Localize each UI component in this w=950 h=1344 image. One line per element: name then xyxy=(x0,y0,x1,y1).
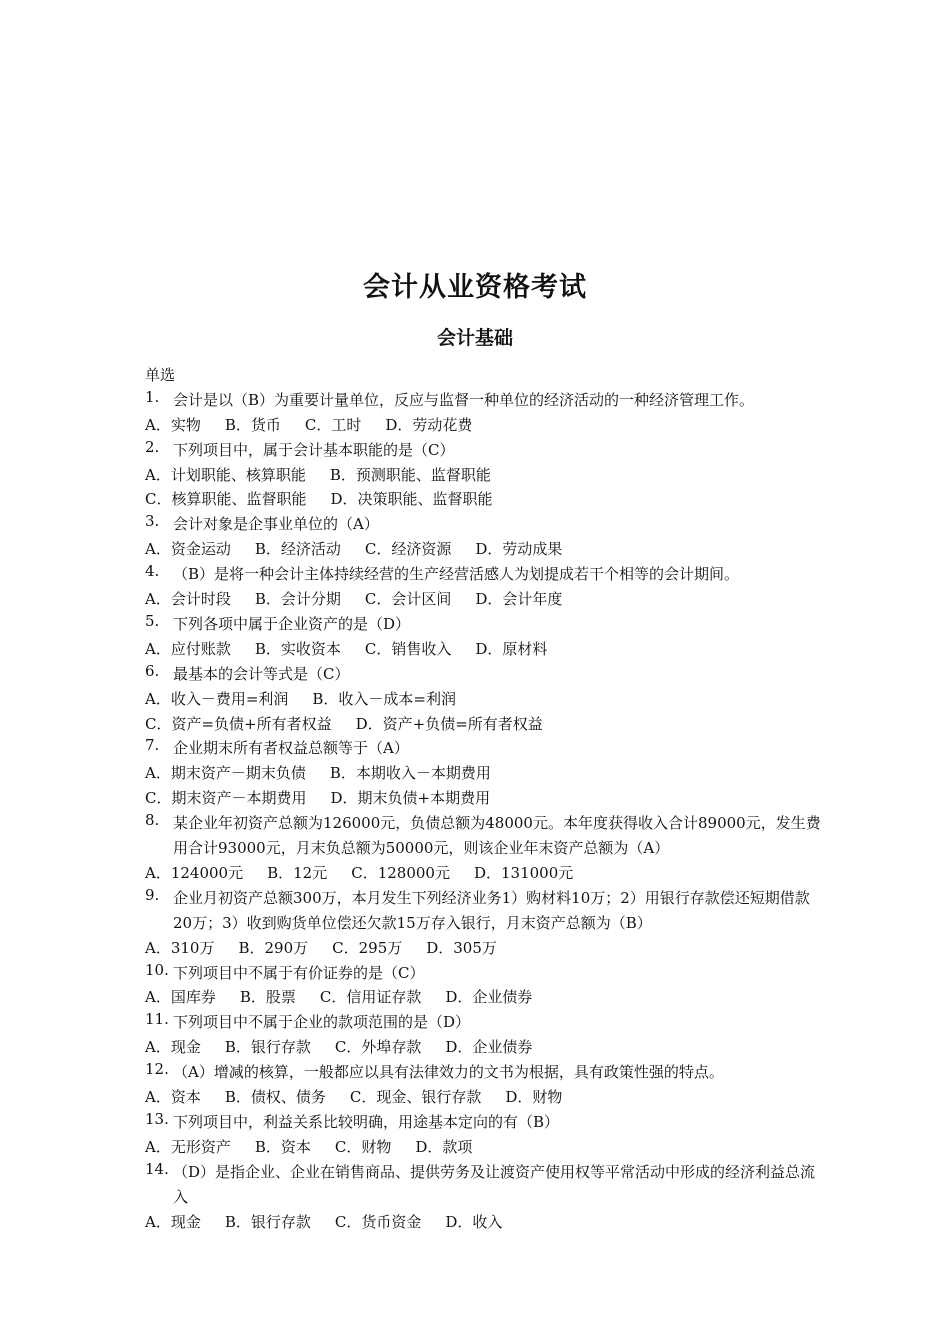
question-stem xyxy=(145,1110,825,1135)
answer-option: A．无形资产 xyxy=(145,1137,231,1156)
answer-option: D．财物 xyxy=(505,1088,563,1107)
question-number: 13. xyxy=(145,1109,169,1128)
question-number: 7. xyxy=(145,736,160,755)
question-text: 下列项目中不属于企业的款项范围的是（D） xyxy=(173,1013,471,1032)
question-stem xyxy=(145,562,825,587)
question-stem xyxy=(145,961,825,986)
option-row xyxy=(145,463,825,488)
question-stem xyxy=(145,1010,825,1035)
option-row xyxy=(145,1210,825,1235)
answer-option: C．295万 xyxy=(332,938,403,957)
answer-option: A．124000元 xyxy=(145,863,244,882)
question-number: 5. xyxy=(145,611,160,630)
answer-option: C．会计区间 xyxy=(364,590,452,609)
question-text: 最基本的会计等式是（C） xyxy=(173,664,350,683)
answer-option: D．决策职能、监督职能 xyxy=(330,490,493,509)
option-row xyxy=(145,985,825,1010)
answer-option: B．290万 xyxy=(238,938,309,957)
question-item xyxy=(145,1160,825,1235)
question-item xyxy=(145,388,825,438)
question-number: 14. xyxy=(145,1159,169,1178)
question-item xyxy=(145,1010,825,1060)
answer-option: B．12元 xyxy=(267,863,328,882)
option-row xyxy=(145,712,825,737)
question-stem xyxy=(145,1060,825,1085)
question-text: 下列项目中，利益关系比较明确，用途基本定向的有（B） xyxy=(173,1112,560,1131)
answer-option: B．资本 xyxy=(254,1137,311,1156)
option-row xyxy=(145,1035,825,1060)
answer-option: A．应付账款 xyxy=(145,639,231,658)
answer-option: D．资产+负债=所有者权益 xyxy=(355,714,543,733)
answer-option: A．期末资产－期末负债 xyxy=(145,764,306,783)
answer-option: C．资产=负债+所有者权益 xyxy=(145,714,332,733)
answer-option: C．信用证存款 xyxy=(319,988,422,1007)
answer-option: A．计划职能、核算职能 xyxy=(145,465,306,484)
question-text: 会计对象是企事业单位的（A） xyxy=(173,515,379,534)
question-stem xyxy=(145,512,825,537)
option-row xyxy=(145,936,825,961)
question-number: 1. xyxy=(145,387,160,406)
answer-option: B．经济活动 xyxy=(254,540,341,559)
answer-option: B．收入－成本=利润 xyxy=(312,689,456,708)
document-subtitle: 会计基础 xyxy=(436,327,513,349)
answer-option: D．款项 xyxy=(415,1137,473,1156)
option-row xyxy=(145,1135,825,1160)
question-stem xyxy=(145,662,825,687)
answer-option: C．现金、银行存款 xyxy=(349,1088,482,1107)
question-stem xyxy=(145,388,825,413)
answer-option: A．现金 xyxy=(145,1038,201,1057)
question-item xyxy=(145,1110,825,1160)
question-item xyxy=(145,512,825,562)
question-text: 会计是以（B）为重要计量单位，反应与监督一种单位的经济活动的一种经济管理工作。 xyxy=(173,390,755,409)
answer-option: D．劳动成果 xyxy=(475,540,563,559)
answer-option: D．企业债券 xyxy=(445,1038,533,1057)
option-row xyxy=(145,687,825,712)
answer-option: C．期末资产－本期费用 xyxy=(145,789,307,808)
answer-option: C．销售收入 xyxy=(364,639,452,658)
answer-option: C．经济资源 xyxy=(364,540,452,559)
question-text: 某企业年初资产总额为126000元，负债总额为48000元。本年度获得收入合计89000元，发生费用合计93000元，月末负总额为50000元，则该企业年末资产总额为（A） xyxy=(173,814,821,858)
option-row xyxy=(145,637,825,662)
question-item xyxy=(145,1060,825,1110)
document-title: 会计从业资格考试 xyxy=(363,272,587,303)
question-item xyxy=(145,811,825,886)
question-item xyxy=(145,438,825,513)
answer-option: C．财物 xyxy=(334,1137,392,1156)
question-text: （A）增减的核算，一般都应以具有法律效力的文书为根据，具有政策性强的特点。 xyxy=(173,1063,724,1082)
answer-option: C．128000元 xyxy=(351,863,450,882)
question-stem xyxy=(145,886,825,936)
answer-option: A．资金运动 xyxy=(145,540,231,559)
question-item xyxy=(145,736,825,811)
question-number: 11. xyxy=(145,1010,169,1029)
question-text: 下列各项中属于企业资产的是（D） xyxy=(173,614,411,633)
question-item xyxy=(145,961,825,1011)
answer-option: D．期末负债+本期费用 xyxy=(330,789,491,808)
option-row xyxy=(145,786,825,811)
answer-option: A．资本 xyxy=(145,1088,201,1107)
answer-option: A．310万 xyxy=(145,938,215,957)
question-number: 9. xyxy=(145,885,160,904)
question-text: 企业期末所有者权益总额等于（A） xyxy=(173,739,409,758)
question-number: 3. xyxy=(145,512,160,531)
answer-option: C．外埠存款 xyxy=(334,1038,422,1057)
answer-option: B．会计分期 xyxy=(254,590,341,609)
answer-option: A．会计时段 xyxy=(145,590,231,609)
option-row xyxy=(145,587,825,612)
question-number: 2. xyxy=(145,437,160,456)
question-text: （B）是将一种会计主体持续经营的生产经营活感人为划提成若干个相等的会计期间。 xyxy=(173,565,740,584)
answer-option: D．劳动花费 xyxy=(385,415,473,434)
answer-option: D．131000元 xyxy=(473,863,574,882)
answer-option: A．国库券 xyxy=(145,988,216,1007)
option-row xyxy=(145,1085,825,1110)
answer-option: C．工时 xyxy=(304,415,362,434)
answer-option: B．货币 xyxy=(224,415,281,434)
option-row xyxy=(145,761,825,786)
answer-option: D．原材料 xyxy=(475,639,548,658)
option-row xyxy=(145,537,825,562)
question-number: 4. xyxy=(145,562,160,581)
question-number: 8. xyxy=(145,811,160,830)
question-list xyxy=(145,363,825,1234)
answer-option: B．银行存款 xyxy=(224,1038,311,1057)
answer-option: C．核算职能、监督职能 xyxy=(145,490,307,509)
question-number: 12. xyxy=(145,1060,169,1079)
question-number: 6. xyxy=(145,661,160,680)
question-text: 下列项目中不属于有价证券的是（C） xyxy=(173,963,425,982)
answer-option: A．实物 xyxy=(145,415,201,434)
question-stem xyxy=(145,736,825,761)
answer-option: A．收入－费用=利润 xyxy=(145,689,289,708)
question-item xyxy=(145,662,825,737)
question-text: 下列项目中，属于会计基本职能的是（C） xyxy=(173,440,455,459)
option-row xyxy=(145,487,825,512)
answer-option: D．企业债券 xyxy=(445,988,533,1007)
answer-option: B．预测职能、监督职能 xyxy=(329,465,491,484)
section-label: 单选 xyxy=(145,366,176,384)
answer-option: B．股票 xyxy=(239,988,296,1007)
question-item xyxy=(145,612,825,662)
question-item xyxy=(145,562,825,612)
question-stem xyxy=(145,1160,825,1210)
question-text: （D）是指企业、企业在销售商品、提供劳务及让渡资产使用权等平常活动中形成的经济利益总流入 xyxy=(173,1162,816,1206)
question-number: 10. xyxy=(145,960,169,979)
answer-option: B．债权、债务 xyxy=(224,1088,326,1107)
answer-option: B．银行存款 xyxy=(224,1212,311,1231)
question-stem xyxy=(145,612,825,637)
option-row xyxy=(145,861,825,886)
answer-option: B．本期收入－本期费用 xyxy=(329,764,491,783)
question-text: 企业月初资产总额300万，本月发生下列经济业务1）购材料10万；2）用银行存款偿还短期借款20万；3）收到购货单位偿还欠款15万存入银行，月末资产总额为（B） xyxy=(173,888,810,932)
option-row xyxy=(145,413,825,438)
answer-option: D．会计年度 xyxy=(475,590,563,609)
answer-option: D．收入 xyxy=(445,1212,503,1231)
question-stem xyxy=(145,438,825,463)
answer-option: D．305万 xyxy=(426,938,497,957)
answer-option: B．实收资本 xyxy=(254,639,341,658)
answer-option: A．现金 xyxy=(145,1212,201,1231)
question-stem xyxy=(145,811,825,861)
answer-option: C．货币资金 xyxy=(334,1212,422,1231)
question-item xyxy=(145,886,825,961)
